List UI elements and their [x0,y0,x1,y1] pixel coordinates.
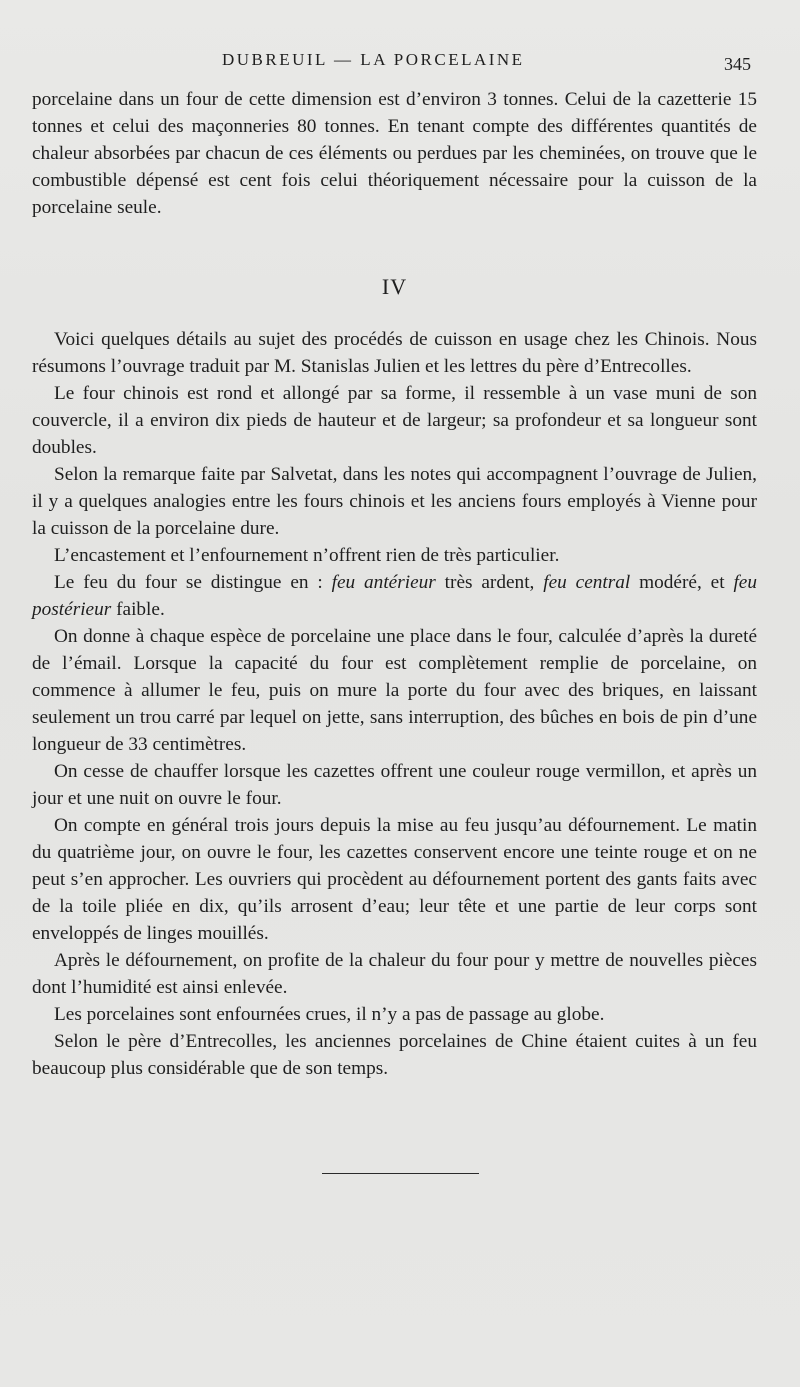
paragraph-5-text: très ardent, [435,572,544,593]
paragraph-10: Les porcelaines sont enfournées crues, il n’y a pas de passage au globe. [54,1004,605,1025]
section-heading: IV [381,274,408,299]
term-feu-central: feu central [543,572,631,593]
paragraph-3: Selon la remarque faite par Salvetat, dans les notes qui accompagnent l’ouvrage de Julien, il y a quelques analogies entre les fours chinois et les anciens fours employés à Vienne pour la cuisson de la porcelaine dure. [32,464,757,539]
paragraph-2: Le four chinois est rond et allongé par sa forme, il ressemble à un vase muni de son couvercle, il a environ dix pieds de hauteur et de largeur; sa profondeur et sa longueur sont doubles. [32,383,757,458]
term-feu-posterieur: feu postérieur [32,572,757,620]
paragraph-11: Selon le père d’Entrecolles, les anciennes porcelaines de Chine étaient cuites à un feu beaucoup plus considérable que de son temps. [32,1031,757,1079]
paragraph-9: Après le défournement, on profite de la chaleur du four pour y mettre de nouvelles pièces dont l’humidité est ainsi enlevée. [32,950,757,998]
running-head [0,46,800,76]
paragraph-4: L’encastement et l’enfournement n’offrent rien de très particulier. [54,545,560,566]
paragraph-1: Voici quelques détails au sujet des procédés de cuisson en usage chez les Chinois. Nous résumons l’ouvrage traduit par M. Stanislas Julien et les lettres du père d’Entrecolles. [32,329,757,377]
paragraph-5-text: modéré, et [630,572,734,593]
paragraph-5-text: Le feu du four se distingue en : [54,572,332,593]
paragraph-5 [32,569,757,623]
paragraph-5-text: faible. [111,599,165,620]
end-rule [322,1173,479,1174]
body-text [32,86,757,1082]
term-feu-anterieur: feu antérieur [331,572,436,593]
paragraph-7: On cesse de chauffer lorsque les cazettes offrent une couleur rouge vermillon, et après un jour et une nuit on ouvre le four. [32,761,757,809]
page-number: 345 [724,54,751,74]
continuation-paragraph: porcelaine dans un four de cette dimension est d’environ 3 tonnes. Celui de la cazetterie 15 tonnes et celui des maçonneries 80 tonnes. En tenant compte des différentes quantités de chaleur absorbées par chacun de ces éléments ou perdues par les cheminées, on trouve que le combustible dépensé est cent fois celui théoriquement nécessaire pour la cuisson de la porcelaine seule. [32,89,757,218]
paragraph-8: On compte en général trois jours depuis la mise au feu jusqu’au défournement. Le matin du quatrième jour, on ouvre le four, les cazettes conservent encore une teinte rouge et on ne peut s’en approcher. Les ouvriers qui procèdent au défournement portent des gants faits avec de la toile pliée en dix, qu’ils arrosent d’eau; leur tête et une partie de leur corps sont enveloppés de linges mouillés. [32,815,757,944]
running-title: DUBREUIL — LA PORCELAINE [222,50,525,69]
paragraph-6: On donne à chaque espèce de porcelaine une place dans le four, calculée d’après la dureté de l’émail. Lorsque la capacité du four est complètement remplie de porcelaine, on commence à allumer le feu, puis on mure la porte du four avec des briques, en laissant seulement un trou carré par lequel on jette, sans interruption, des bûches en bois de pin d’une longueur de 33 centimètres. [32,626,757,755]
